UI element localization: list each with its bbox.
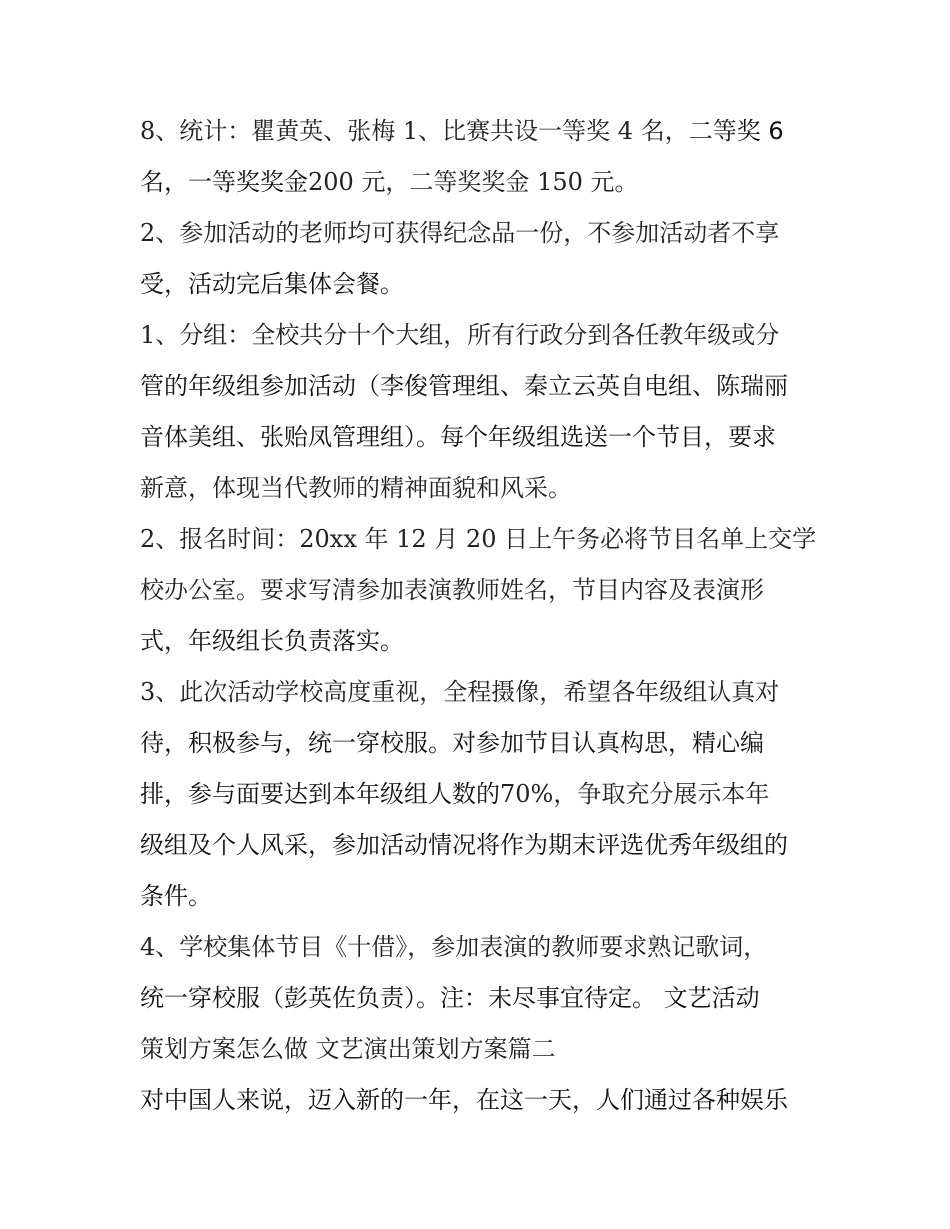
text-line-8: 新意，体现当代教师的精神面貌和风采。: [140, 474, 572, 502]
text-line-20: 对中国人来说，迈入新的一年，在这一天，人们通过各种娱乐: [140, 1086, 788, 1114]
text-line-18: 统一穿校服（彭英佐负责）。注：未尽事宜待定。 文艺活动: [140, 984, 760, 1012]
text-line-16: 条件。: [140, 882, 212, 910]
text-line-10: 校办公室。要求写清参加表演教师姓名，节目内容及表演形: [140, 576, 764, 604]
text-line-7: 音体美组、张贻凤管理组）。每个年级组选送一个节目，要求: [140, 423, 776, 451]
text-line-2-part-b: 200 元，二等奖奖金 150 元。: [308, 168, 639, 196]
text-line-1-part-a: 8、统计：瞿黄英、张梅 1、比赛共设一等奖 4 名，: [140, 117, 689, 145]
text-line-2: [140, 162, 830, 202]
text-line-17: 4、学校集体节目《十借》，参加表演的教师要求熟记歌词，: [140, 933, 768, 961]
text-line-13: 待，积极参与，统一穿校服。对参加节目认真构思，精心编: [140, 729, 764, 757]
text-line-19: 策划方案怎么做 文艺演出策划方案篇二: [140, 1035, 556, 1063]
text-line-12: 3、此次活动学校高度重视，全程摄像，希望各年级组认真对: [140, 678, 780, 706]
text-line-2-part-a: 名，一等奖奖金: [140, 168, 308, 196]
text-line-14: [140, 774, 830, 814]
text-line-11: 式，年级组长负责落实。: [140, 627, 404, 655]
text-line-15: 级组及个人风采，参加活动情况将作为期末评选优秀年级组的: [140, 831, 788, 859]
text-line-4: 受，活动完后集体会餐。: [140, 270, 404, 298]
text-line-14-part-b: 70%，争取充分展示本年: [500, 780, 770, 808]
text-line-3: 2、参加活动的老师均可获得纪念品一份，不参加活动者不享: [140, 219, 780, 247]
text-line-6: 管的年级组参加活动（李俊管理组、秦立云英自电组、陈瑞丽: [140, 372, 788, 400]
text-line-9: 2、报名时间：20xx 年 12 月 20 日上午务必将节目名单上交学: [140, 525, 817, 553]
text-line-5: 1、分组：全校共分十个大组，所有行政分到各任教年级或分: [140, 321, 780, 349]
text-line-1-part-b: 二等奖 6: [688, 117, 784, 145]
text-line-1: [140, 111, 830, 151]
text-line-14-part-a: 排，参与面要达到本年级组人数的: [140, 780, 500, 808]
